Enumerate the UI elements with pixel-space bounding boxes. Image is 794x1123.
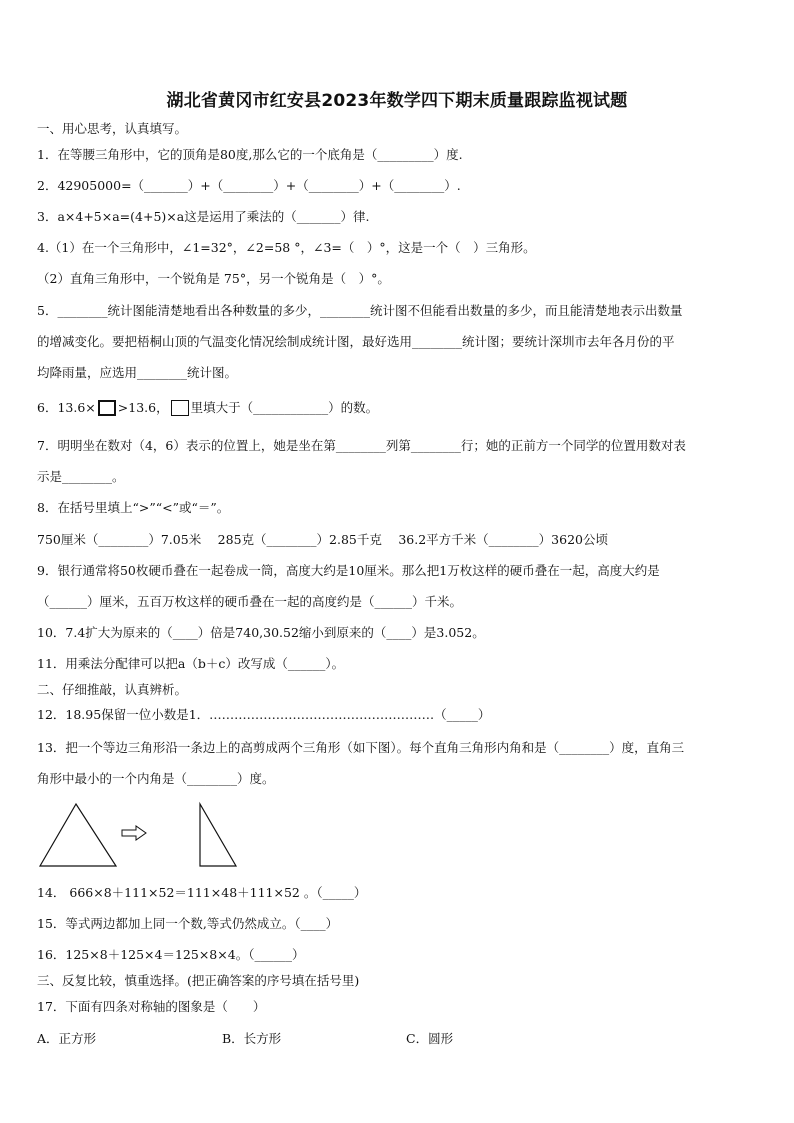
question-15: 15．等式两边都加上同一个数,等式仍然成立。（____）	[37, 916, 339, 931]
question-16: 16．125×8＋125×4＝125×8×4。（______）	[37, 947, 305, 962]
question-8-items: 750厘米（________）7.05米 285克（________）2.85千克 36.2平方千米（________）3620公顷	[37, 532, 608, 547]
question-3: 3．a×4+5×a=(4+5)×a这是运用了乘法的（_______）律.	[37, 209, 370, 224]
answer-box-icon	[171, 400, 189, 416]
question-7-line-2: 示是________。	[37, 469, 125, 484]
question-13-line-1: 13．把一个等边三角形沿一条边上的高剪成两个三角形（如下图）。每个直角三角形内角和是（________）度，直角三	[37, 740, 685, 755]
section-3-heading: 三、反复比较，慎重选择。(把正确答案的序号填在括号里)	[37, 973, 360, 988]
question-5-line-3: 均降雨量，应选用________统计图。	[37, 365, 238, 380]
question-8: 8．在括号里填上“>”“<”或“＝”。	[37, 500, 230, 515]
question-5-line-1: 5．________统计图能清楚地看出各种数量的多少，________统计图不但能看出数量的多少，而且能清楚地表示出数量	[37, 303, 683, 318]
question-17: 17．下面有四条对称轴的图象是（ ）	[37, 999, 266, 1014]
question-11: 11．用乘法分配律可以把a（b＋c）改写成（______）。	[37, 656, 345, 671]
question-7-line-1: 7．明明坐在数对（4，6）表示的位置上，她是坐在第________列第________行；她的正前方一个同学的位置用数对表	[37, 438, 686, 453]
equilateral-triangle-icon	[40, 804, 116, 866]
question-6	[37, 400, 378, 416]
question-2: 2．42905000=（_______）+（________）+（________）+（________）.	[37, 178, 461, 193]
section-2-heading: 二、仔细推敲，认真辨析。	[37, 682, 188, 697]
right-arrow-icon	[122, 826, 146, 840]
question-12: 12．18.95保留一位小数是1．………………………………………………（_____）	[37, 707, 491, 722]
question-9-line-2: （______）厘米，五百万枚这样的硬币叠在一起的高度约是（______）千米。	[37, 594, 463, 609]
option-c: C．圆形	[406, 1031, 454, 1046]
question-6-prefix: 6．13.6×	[37, 400, 96, 415]
question-14: 14． 666×8＋111×52＝111×48＋111×52 。（_____）	[37, 885, 367, 900]
question-13-line-2: 角形中最小的一个内角是（________）度。	[37, 771, 275, 786]
question-6-suffix: 里填大于（____________）的数。	[190, 400, 379, 415]
question-1: 1．在等腰三角形中，它的顶角是80度,那么它的一个底角是（_________）度.	[37, 147, 463, 162]
question-5-line-2: 的增减变化。要把梧桐山顶的气温变化情况绘制成统计图，最好选用________统计图；要统计深圳市去年各月份的平	[37, 334, 675, 349]
right-triangle-icon	[200, 804, 236, 866]
section-1-heading: 一、用心思考，认真填写。	[37, 121, 188, 136]
option-b: B．长方形	[222, 1031, 282, 1046]
question-10: 10．7.4扩大为原来的（____）倍是740,30.52缩小到原来的（____）是3.052。	[37, 625, 485, 640]
question-9-line-1: 9．银行通常将50枚硬币叠在一起卷成一筒，高度大约是10厘米。那么把1万枚这样的硬币叠在一起，高度大约是	[37, 563, 660, 578]
question-4-part-1: 4.（1）在一个三角形中，∠1=32°，∠2=58 °，∠3=（ ）°，这是一个（ ）三角形。	[37, 240, 536, 255]
option-a: A．正方形	[37, 1031, 97, 1046]
triangle-cut-figure	[36, 800, 246, 870]
question-6-middle: >13.6，	[117, 400, 169, 415]
answer-box-icon	[98, 400, 116, 416]
page-title: 湖北省黄冈市红安县2023年数学四下期末质量跟踪监视试题	[166, 91, 628, 111]
question-4-part-2: （2）直角三角形中，一个锐角是 75°，另一个锐角是（ ）°。	[37, 271, 390, 286]
